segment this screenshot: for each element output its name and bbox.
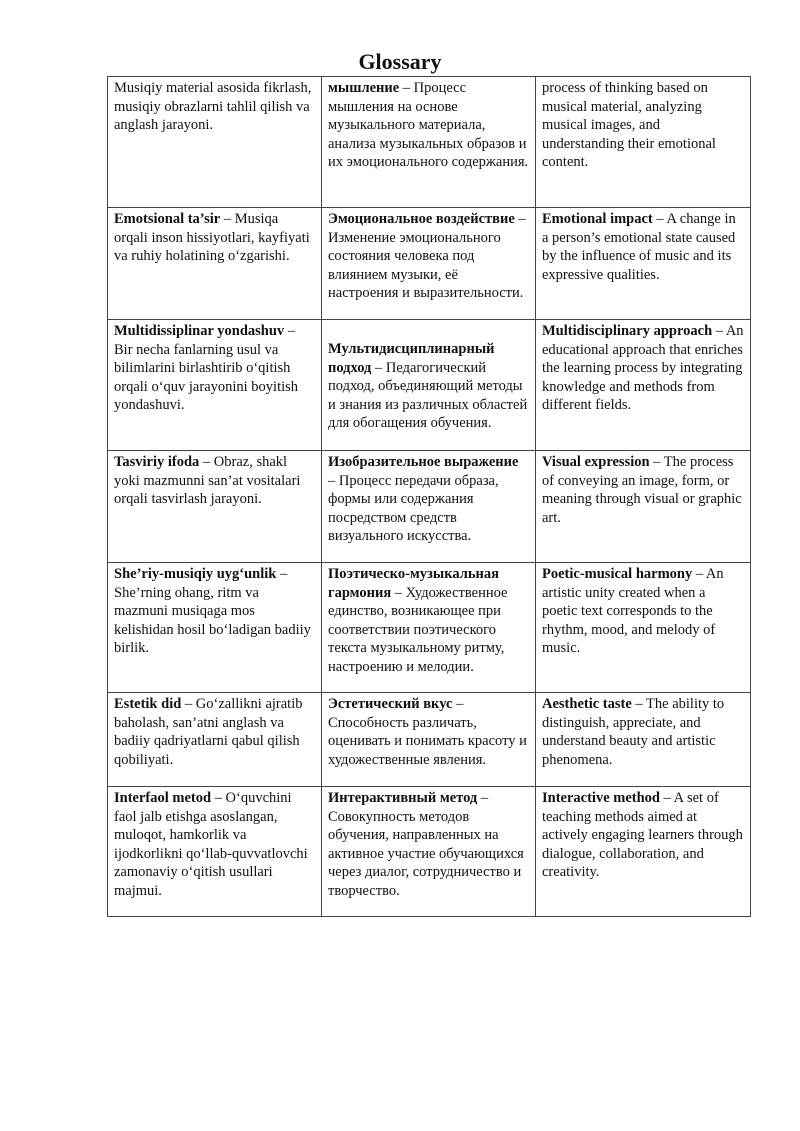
definition-text: – O‘quvchini faol jalb etishga asoslangan, muloqot, hamkorlik va ijodkorlikni qo‘llab-quvvatlovchi zamonaviy o‘qitish usullari majmui.	[114, 790, 308, 899]
uzbek-cell	[108, 787, 322, 917]
term-label: мышление	[328, 80, 400, 96]
term-label: She’riy-musiqiy uyg‘unlik	[114, 566, 277, 582]
definition-text: – Педагогический подход, объединяющий методы и знания из различных областей для обогащения обучения.	[328, 359, 528, 432]
english-cell	[536, 451, 751, 563]
definition-text: – An educational approach that enriches the learning process by integrating knowledge and methods from different fields.	[542, 323, 744, 414]
term-label: Multidissiplinar yondashuv	[114, 323, 285, 339]
definition-text: – Способность различать, оценивать и понимать красоту и художественные явления.	[328, 696, 527, 768]
term-label: Эстетический вкус	[328, 696, 453, 712]
english-cell	[536, 77, 751, 208]
russian-cell	[322, 208, 536, 320]
term-label: Поэтическо-музыкальная гармония	[328, 566, 499, 601]
russian-cell	[322, 320, 536, 451]
definition-text: – Изменение эмоционального состояния человека под влиянием музыки, её настроения и выразительности.	[328, 211, 526, 302]
table-row	[108, 77, 751, 208]
definition-text: – The ability to distinguish, appreciate, and understand beauty and artistic phenomena.	[542, 696, 725, 768]
term-label: Interactive method	[542, 790, 660, 806]
table-row	[108, 208, 751, 320]
term-label: Изобразительное выражение	[328, 454, 519, 470]
uzbek-cell	[108, 208, 322, 320]
definition-text: – An artistic unity created when a poetic text corresponds to the rhythm, mood, and melody of music.	[542, 566, 724, 657]
definition-text: – Bir necha fanlarning usul va bilimlarini birlashtirib o‘qitish orqali o‘quv jarayonini boyitish yondashuvi.	[114, 323, 299, 414]
definition-text: – Obraz, shakl yoki mazmunni san’at vositalari orqali tasvirlash jarayoni.	[114, 454, 301, 508]
definition-text: – Процесс мышления на основе музыкального материала, анализа музыкальных образов и их эмоционального содержания.	[328, 80, 529, 171]
definition-text: – Совокупность методов обучения, направленных на активное участие обучающихся через диалог, сотрудничество и творчество.	[328, 790, 524, 899]
table-row	[108, 320, 751, 451]
definition-text: – Musiqa orqali inson hissiyotlari, kayfiyati va ruhiy holatining o‘zgarishi.	[114, 211, 310, 265]
glossary-table	[107, 76, 751, 917]
definition-text: – A set of teaching methods aimed at actively engaging learners through dialogue, collaboration, and creativity.	[542, 790, 743, 881]
definition-text: – A change in a person’s emotional state caused by the influence of music and its expressive qualities.	[542, 211, 736, 283]
term-label: Aesthetic taste	[542, 696, 632, 712]
uzbek-cell	[108, 451, 322, 563]
term-label: Interfaol metod	[114, 790, 212, 806]
russian-cell	[322, 787, 536, 917]
english-cell	[536, 208, 751, 320]
definition-text: Musiqiy material asosida fikrlash, musiqiy obrazlarni tahlil qilish va anglash jarayoni.	[114, 80, 312, 134]
term-label: Tasviriy ifoda	[114, 454, 200, 470]
russian-cell	[322, 451, 536, 563]
term-label: Мультидисциплинарный подход	[328, 341, 495, 376]
table-row	[108, 693, 751, 787]
russian-cell	[322, 693, 536, 787]
term-label: Emotsional ta’sir	[114, 211, 221, 227]
uzbek-cell	[108, 320, 322, 451]
uzbek-cell	[108, 77, 322, 208]
term-label: Emotional impact	[542, 211, 653, 227]
definition-text: – She’rning ohang, ritm va mazmuni musiqaga mos kelishidan hosil bo‘ladigan badiiy birlik.	[114, 566, 311, 657]
english-cell	[536, 563, 751, 693]
definition-text: – Go‘zallikni ajratib baholash, san’atni anglash va badiiy qadriyatlarni qabul qilish qobiliyati.	[114, 696, 303, 768]
term-label: Poetic-musical harmony	[542, 566, 693, 582]
english-cell	[536, 320, 751, 451]
term-label: Эмоциональное воздействие	[328, 211, 515, 227]
definition-text: process of thinking based on musical material, analyzing musical images, and understanding their emotional content.	[542, 80, 716, 171]
term-label: Интерактивный метод	[328, 790, 478, 806]
russian-cell	[322, 77, 536, 208]
definition-text: – The process of conveying an image, form, or meaning through visual or graphic art.	[542, 454, 742, 526]
term-label: Visual expression	[542, 454, 650, 470]
table-row	[108, 451, 751, 563]
uzbek-cell	[108, 563, 322, 693]
russian-cell	[322, 563, 536, 693]
term-label: Multidisciplinary approach	[542, 323, 713, 339]
table-row	[108, 563, 751, 693]
table-row	[108, 787, 751, 917]
english-cell	[536, 693, 751, 787]
english-cell	[536, 787, 751, 917]
page-title: Glossary	[358, 49, 442, 74]
definition-text: – Процесс передачи образа, формы или содержания посредством средств визуального искусства.	[328, 472, 499, 545]
uzbek-cell	[108, 693, 322, 787]
term-label: Estetik did	[114, 696, 182, 712]
definition-text: – Художественное единство, возникающее при соответствии поэтического текста музыкальному ритму, настроению и мелодии.	[328, 584, 508, 675]
